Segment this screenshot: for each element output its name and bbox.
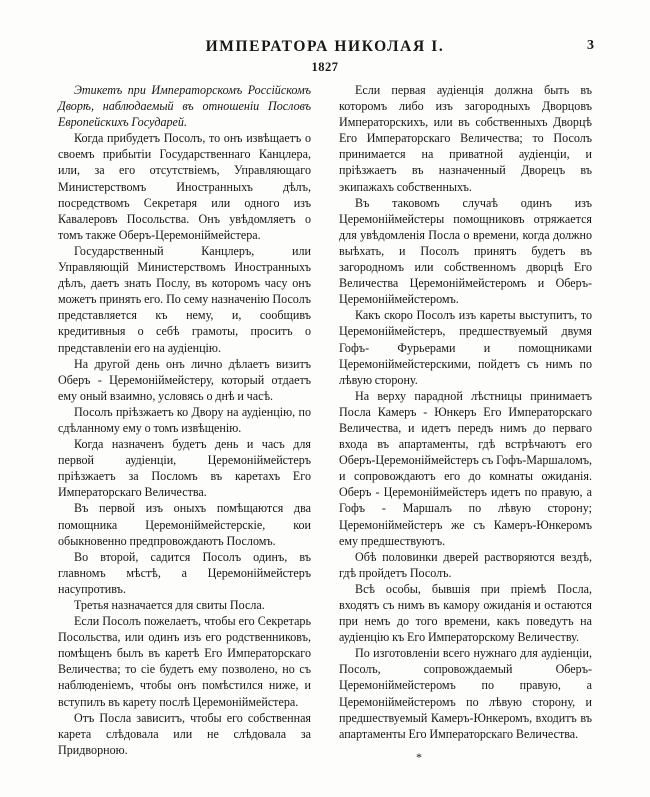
paragraph: Отъ Посла зависитъ, чтобы его собственная карета слѣдовала или не слѣдовала за Придворною.	[58, 710, 311, 757]
paragraph: Когда назначенъ будетъ день и часъ для первой аудіенціи, Церемоніймейстеръ пріѣзжаетъ за Посломъ въ каретахъ Его Императорскаго Величества.	[58, 437, 311, 500]
page-header	[0, 38, 650, 56]
paragraph: На другой день онъ лично дѣлаетъ визитъ Оберъ - Церемоніймейстеру, который отдаетъ ему оный взаимно, условясь о днѣ и часѣ.	[58, 356, 311, 403]
column-right	[339, 82, 592, 758]
paragraph: Если Посолъ пожелаетъ, чтобы его Секретарь Посольства, или одинъ изъ его родственниковъ, помѣщенъ былъ въ каретѣ Его Императорскаго Величества; то сіе будетъ ему позволено, но съ наблюденіемъ, чтобы онъ помѣстился ниже, и вступилъ въ карету послѣ Церемоніймейстера.	[58, 614, 311, 709]
footer-mark	[0, 750, 650, 765]
paragraph: По изготовленіи всего нужнаго для аудіенціи, Посолъ, сопровождаемый Оберъ-Церемоніймейстеромъ по правую, а Церемоніймейстеромъ по лѣвую сторону, и предшествуемый Камеръ-Юнкеромъ, входитъ въ апартаменты Его Императорскаго Величества.	[339, 646, 592, 741]
paragraph: Какъ скоро Посолъ изъ кареты выступитъ, то Церемоніймейстеръ, предшествуемый двумя Гофъ- Фурьерами и помощниками Церемоніймейстерскими, пойдетъ съ нимъ по лѣвую сторону.	[339, 308, 592, 387]
paragraph: Во второй, садится Посолъ одинъ, въ главномъ мѣстѣ, а Церемоніймейстеръ насупротивъ.	[58, 549, 311, 596]
page-number: 3	[587, 38, 594, 53]
page-header-title: ИМПЕРАТОРА НИКОЛАЯ I.	[205, 38, 445, 55]
paragraph: Въ таковомъ случаѣ одинъ изъ Церемоніймейстеры помощниковъ отряжается для увѣдомленія Посла о времени, когда должно выѣхать, и Посолъ принятъ будетъ въ загородномъ или собственномъ дворцѣ Его Величества Церемоніймейстеромъ и Оберъ-Церемоніймейстеромъ.	[339, 195, 592, 307]
paragraph: Когда прибудетъ Посолъ, то онъ извѣщаетъ о своемъ прибытіи Государственнаго Канцлера, или, за его отсутствіемъ, Управляющаго Министерствомъ Иностранныхъ дѣлъ, посредствомъ Секретаря или одного изъ Кавалеровъ Посольства. Онъ увѣдомляетъ о томъ также Оберъ-Церемоніймейстера.	[58, 131, 311, 242]
paragraph: Третья назначается для свиты Посла.	[74, 598, 265, 612]
paragraph: Посолъ пріѣзжаетъ ко Двору на аудіенцію, по сдѣланному ему о томъ извѣщенію.	[58, 404, 311, 435]
paragraph: Обѣ половинки дверей растворяются вездѣ, гдѣ пройдетъ Посолъ.	[339, 549, 592, 580]
column-left	[58, 82, 311, 758]
text-columns	[58, 82, 592, 758]
year-heading: 1827	[311, 60, 339, 74]
footer-asterisk: *	[416, 750, 422, 764]
paragraph: Всѣ особы, бывшія при пріемѣ Посла, входятъ съ нимъ въ камору ожиданія и остаются при немъ до того времени, какъ поведутъ на аудіенцію къ Его Императорскому Величеству.	[339, 581, 592, 645]
paragraph: На верху парадной лѣстницы принимаетъ Посла Камеръ - Юнкеръ Его Императорскаго Величества, и идетъ передъ нимъ до перваго входа въ апартаменты, гдѣ встрѣчаютъ его Оберъ-Церемоніймейстеръ съ Гофъ-Маршаломъ, и сопровождаютъ его до комнаты ожиданія. Оберъ - Церемоніймейстеръ идетъ по правую, а Гофъ - Маршалъ по лѣвую сторону; Церемоніймейстеръ же съ Камеръ-Юнкеромъ ему предшествуютъ.	[339, 388, 592, 548]
paragraph: Государственный Канцлеръ, или Управляющій Министерствомъ Иностранныхъ дѣлъ, даетъ знать Послу, въ которомъ часу онъ можетъ принять его. По сему назначенію Посолъ представляется къ нему, и, сообщивъ кредитивныя о себѣ грамоты, проситъ о представленіи его на аудіенцію.	[58, 243, 311, 355]
paragraph: Если первая аудіенція должна быть въ которомъ либо изъ загородныхъ Дворцовъ Императорскихъ, или въ собственныхъ Дворцѣ Его Императорскаго Величества; то Посолъ принимается на приватной аудіенціи, и пріѣзжаетъ въ назначенный Дворецъ въ экипажахъ собственныхъ.	[339, 83, 592, 194]
paragraph: Этикетъ при Императорскомъ Россійскомъ Дворѣ, наблюдаемый въ отношеніи Пословъ Европейскихъ Государей.	[58, 83, 311, 130]
paragraph: Въ первой изъ оныхъ помѣщаются два помощника Церемоніймейстерскіе, кои обыкновенно предпровождаютъ Посломъ.	[58, 501, 311, 548]
